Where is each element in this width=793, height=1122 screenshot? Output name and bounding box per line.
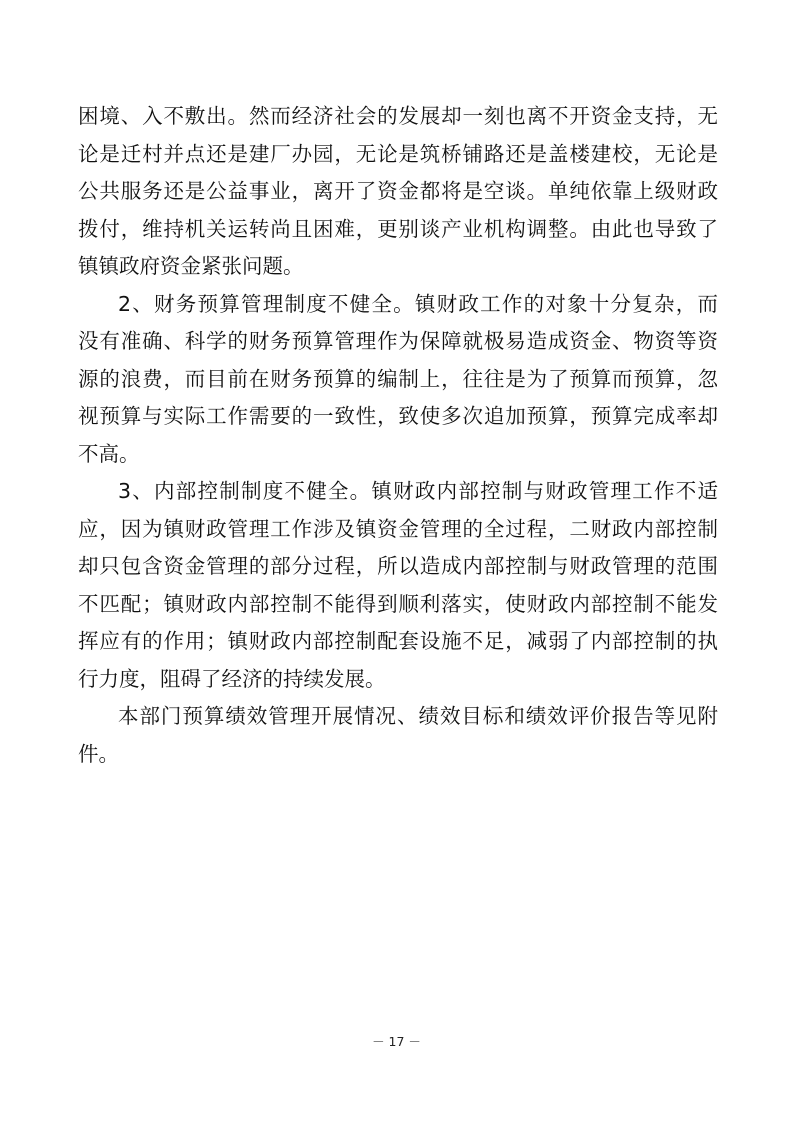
text-line: 3、内部控制制度不健全。镇财政内部控制与财政管理工作不适	[118, 479, 718, 503]
text-line: 没有准确、科学的财务预算管理作为保障就极易造成资金、物资等资	[78, 329, 718, 353]
text-line: 困境、入不敷出。然而经济社会的发展却一刻也离不开资金支持，无	[78, 104, 718, 128]
text-line: 却只包含资金管理的部分过程，所以造成内部控制与财政管理的范围	[78, 554, 718, 578]
text-line: 论是迁村并点还是建厂办园，无论是筑桥铺路还是盖楼建校，无论是	[78, 141, 718, 166]
text-line: 行力度，阻碍了经济的持续发展。	[78, 666, 386, 691]
text-line: 应，因为镇财政管理工作涉及镇资金管理的全过程，二财政内部控制	[78, 516, 718, 541]
text-line: 不高。	[78, 441, 140, 466]
text-line: 源的浪费，而目前在财务预算的编制上，往往是为了预算而预算，忽	[78, 366, 718, 391]
text-line: 公共服务还是公益事业，离开了资金都将是空谈。单纯依靠上级财政	[78, 179, 718, 203]
text-line: 拨付，维持机关运转尚且困难，更别谈产业机构调整。由此也导致了	[78, 216, 718, 241]
page-number: － 17 －	[372, 1034, 421, 1049]
paragraph	[78, 698, 718, 773]
text-line: 不匹配；镇财政内部控制不能得到顺利落实，使财政内部控制不能发	[78, 591, 718, 616]
document-body	[78, 98, 718, 773]
text-line: 2、财务预算管理制度不健全。镇财政工作的对象十分复杂，而	[118, 291, 718, 316]
paragraph	[78, 473, 718, 698]
paragraph	[78, 98, 718, 286]
text-line: 挥应有的作用；镇财政内部控制配套设施不足，减弱了内部控制的执	[78, 629, 718, 653]
text-line: 视预算与实际工作需要的一致性，致使多次追加预算，预算完成率却	[78, 404, 718, 428]
paragraph	[78, 286, 718, 474]
text-line: 镇镇政府资金紧张问题。	[78, 254, 304, 278]
text-line: 件。	[78, 741, 119, 766]
text-line: 本部门预算绩效管理开展情况、绩效目标和绩效评价报告等见附	[118, 704, 718, 728]
